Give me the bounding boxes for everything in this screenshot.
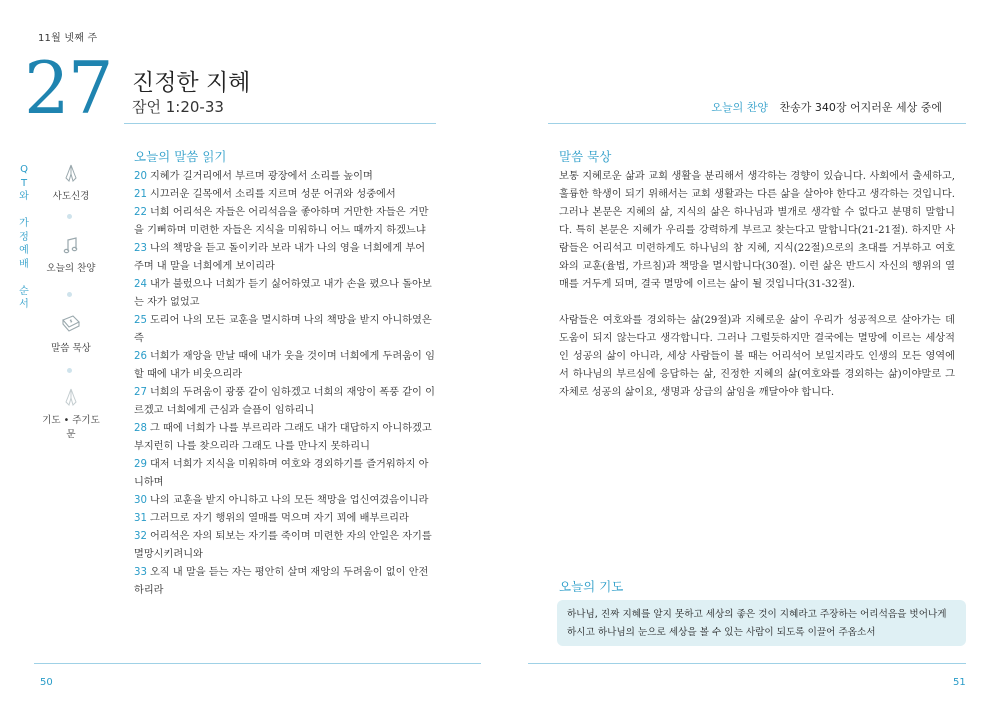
verse-number: 22: [134, 207, 147, 218]
verse-text: 너희의 두려움이 광풍 같이 임하겠고 너희의 재앙이 폭풍 같이 이르겠고 너희에게 근심과 슬픔이 임하리니: [134, 387, 435, 416]
vertical-label-char: [18, 271, 30, 285]
verse: [134, 492, 436, 510]
sidebar-item-label: 오늘의 찬양: [46, 263, 96, 274]
verse-number: 33: [134, 567, 147, 578]
verse-text: 도리어 나의 모든 교훈을 멸시하며 나의 책망을 받지 아니하였은즉: [134, 315, 432, 344]
vertical-label-char: 순: [19, 285, 29, 297]
sidebar-item-prayer: [40, 386, 102, 440]
prayer-box: 하나님, 진짜 지혜를 알지 못하고 세상의 좋은 것이 지혜라고 주장하는 어리석음을 벗어나게 하시고 하나님의 눈으로 세상을 볼 수 있는 사람이 되도록 이끌어 주옵소서: [557, 600, 966, 646]
prayer-heading: 오늘의 기도: [559, 579, 624, 594]
verse: [134, 204, 436, 240]
vertical-label-char: 서: [19, 299, 29, 310]
verse-text: 지혜가 길거리에서 부르며 광장에서 소리를 높이며: [149, 171, 373, 182]
verse-text: 나의 교훈을 받지 아니하고 나의 모든 책망을 업신여겼음이니라: [149, 495, 429, 506]
verse: [134, 348, 436, 384]
vertical-label-char: T: [20, 177, 28, 189]
verse: [134, 276, 436, 312]
vertical-label-char: 가: [19, 218, 29, 229]
verse: [134, 456, 436, 492]
verse-number: 20: [134, 171, 147, 182]
verse: [134, 186, 436, 204]
verse: [134, 240, 436, 276]
page-title: 진정한 지혜: [132, 70, 251, 96]
meditation-body: [559, 168, 955, 420]
verse: [134, 528, 436, 564]
praying-hands-icon: [60, 386, 82, 408]
sidebar-separator-dot: [67, 368, 72, 373]
verse-number: 21: [134, 189, 147, 200]
verse-number: 26: [134, 351, 147, 362]
verse-number: 23: [134, 243, 147, 254]
verse: [134, 564, 436, 600]
sidebar-item-label: 사도신경: [52, 191, 90, 202]
meditation-paragraph: 보통 지혜로운 삶과 교회 생활을 분리해서 생각하는 경향이 있습니다. 사회에서 출세하고, 훌륭한 학생이 되기 위해서는 교회 생활과는 다른 삶을 살아야 한다고 생각하는 것입니다. 그러나 본문은 지혜의 삶, 지식의 삶은 하나님과 별개로 생각할 수 없다고 분명히 말합니다. 특히 본문은 지혜가 우리를 강력하게 부르고 찾는다고 말합니다(21-21절). 하지만 사람들은 어리석고 미련하게도 하나님의 참 지혜, 지식(22절)으로의 초대를 거부하고 여호와의 교훈(율법, 가르침)과 책망을 멸시합니다(30절). 이런 삶은 반드시 자신의 행위의 열매를 거두게 되며, 결국 멸망에 이르는 삶이 될 것입니다(31-32절).: [559, 171, 955, 290]
verse-text: 시끄러운 길목에서 소리를 지르며 성문 어귀와 성중에서: [149, 189, 396, 200]
reading-heading: 오늘의 말씀 읽기: [134, 149, 227, 164]
header-divider-left: [124, 123, 436, 124]
verse-text: 오직 내 말을 듣는 자는 평안히 살며 재앙의 두려움이 없이 안전하리라: [134, 567, 429, 596]
header-divider-right: [548, 123, 966, 124]
verse-number: 32: [134, 531, 147, 542]
sidebar-separator-dot: [67, 214, 72, 219]
verse-text: 너희가 재앙을 만날 때에 내가 웃을 것이며 너희에게 두려움이 임할 때에 내가 비웃으리라: [134, 351, 435, 380]
sidebar-item-label: 기도 • 주기도문: [42, 415, 100, 440]
hymn-info: [711, 99, 942, 115]
scripture-reference: 잠언 1:20-33: [132, 98, 224, 116]
footer-divider-right: [528, 663, 966, 664]
page-number-right: 51: [953, 677, 966, 688]
verse-text: 내가 불렀으나 너희가 듣기 싫어하였고 내가 손을 폈으나 돌아보는 자가 없었고: [134, 279, 432, 308]
hymn-title: 찬송가 340장 어지러운 세상 중에: [779, 101, 942, 114]
praying-hands-icon: [60, 162, 82, 184]
hymn-label: 오늘의 찬양: [711, 101, 768, 114]
vertical-label-char: 예: [19, 245, 29, 256]
verse-list: [134, 168, 436, 600]
verse-text: 어리석은 자의 퇴보는 자기를 죽이며 미련한 자의 안일은 자기를 멸망시키려니와: [134, 531, 432, 560]
verse-number: 24: [134, 279, 147, 290]
verse-text: 너희 어리석은 자들은 어리석음을 좋아하며 거만한 자들은 거만을 기뻐하며 미련한 자들은 지식을 미워하니 어느 때까지 하겠느냐: [134, 207, 429, 236]
verse-text: 나의 책망을 듣고 돌이키라 보라 내가 나의 영을 너희에게 부어 주며 내 말을 너희에게 보이리라: [134, 243, 426, 272]
verse-number: 29: [134, 459, 147, 470]
verse: [134, 312, 436, 348]
verse-number: 30: [134, 495, 147, 506]
vertical-label-char: Q: [20, 164, 28, 175]
verse-number: 31: [134, 513, 147, 524]
verse-number: 27: [134, 387, 147, 398]
music-note-icon: [60, 234, 82, 256]
verse: [134, 420, 436, 456]
vertical-label-char: 정: [19, 231, 29, 243]
day-number: 27: [24, 46, 112, 130]
sidebar-item-hymn: [40, 234, 102, 274]
sidebar-separator-dot: [67, 292, 72, 297]
verse-text: 대저 너희가 지식을 미워하며 여호와 경외하기를 즐거워하지 아니하며: [134, 459, 429, 488]
vertical-label-char: [18, 204, 30, 218]
vertical-label-char: 배: [19, 258, 29, 270]
week-label: 11월 넷째 주: [38, 33, 98, 44]
vertical-label-char: 와: [19, 191, 29, 202]
meditation-paragraph: 사람들은 여호와를 경외하는 삶(29절)과 지혜로운 삶이 우리가 성공적으로 살아가는 데 도움이 되지 않는다고 생각합니다. 그러나 그럴듯하지만 결국에는 멸망에 이르는 세상적인 성공의 삶이 아니라, 세상 사람들이 볼 때는 어리석어 보일지라도 인생의 모든 영역에서 하나님의 부르심에 응답하는 삶, 진정한 지혜의 삶(여호와를 경외하는 삶)이야말로 그 자체로 성공의 삶이요, 생명과 상급의 삶임을 깨달아야 합니다.: [559, 315, 955, 398]
sidebar-item-label: 말씀 묵상: [51, 343, 91, 354]
verse-text: 그 때에 너희가 나를 부르리라 그래도 내가 대답하지 아니하겠고 부지런히 나를 찾으리라 그래도 나를 만나지 못하리니: [134, 423, 432, 452]
bible-icon: [59, 312, 83, 336]
verse-number: 25: [134, 315, 147, 326]
meditation-heading: 말씀 묵상: [559, 149, 612, 164]
footer-divider-left: [34, 663, 481, 664]
verse: [134, 384, 436, 420]
vertical-section-label: [18, 163, 30, 312]
page-number-left: 50: [40, 677, 53, 688]
sidebar-item-creed: [40, 162, 102, 202]
verse: [134, 510, 436, 528]
verse-text: 그러므로 자기 행위의 열매를 먹으며 자기 꾀에 배부르리라: [149, 513, 409, 524]
verse: [134, 168, 436, 186]
sidebar-item-meditation: [40, 312, 102, 354]
verse-number: 28: [134, 423, 147, 434]
